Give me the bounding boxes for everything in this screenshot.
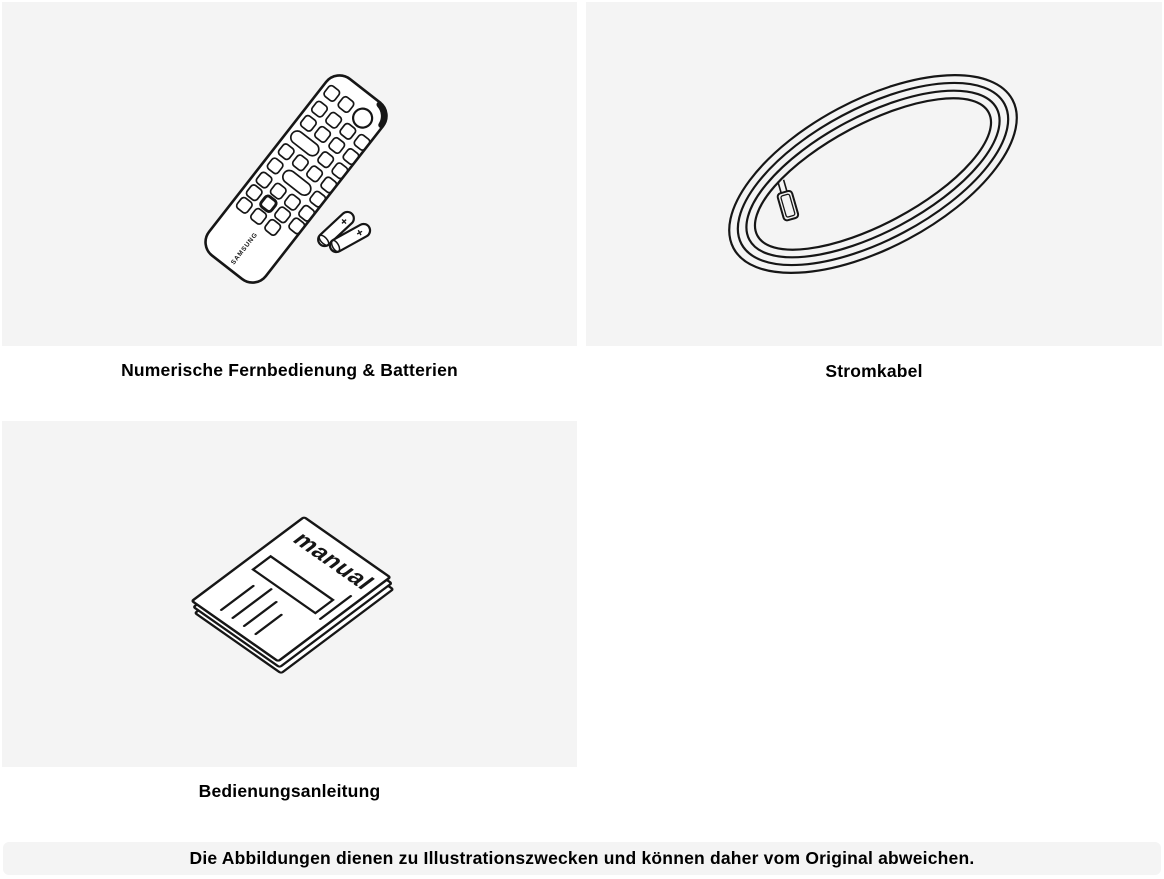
package-item-label-remote: Numerische Fernbedienung & Batterien (121, 360, 458, 380)
cable-plug (774, 179, 799, 222)
book-cover (192, 517, 390, 661)
remote-control-illustration (199, 69, 394, 290)
user-manual-icon (2, 421, 577, 767)
package-item-panel-cable (586, 2, 1162, 346)
package-item-label-manual: Bedienungsanleitung (198, 781, 381, 801)
package-item-panel-remote (2, 2, 577, 346)
package-item-panel-manual (2, 421, 577, 767)
manual-cover-title: manual (286, 528, 380, 595)
disclaimer-text: Die Abbildungen dienen zu Illustrationszwecken und können daher vom Original abweichen. (189, 848, 975, 868)
manual-book-illustration (192, 517, 393, 673)
disclaimer-bar (3, 842, 1161, 875)
package-item-label-cable: Stromkabel (825, 361, 923, 381)
remote-brand-label: SAMSUNG (229, 231, 260, 267)
cable-coil-illustration (699, 34, 1047, 313)
coiled-power-cable-icon (586, 2, 1162, 346)
remote-control-and-batteries-icon (2, 2, 577, 346)
